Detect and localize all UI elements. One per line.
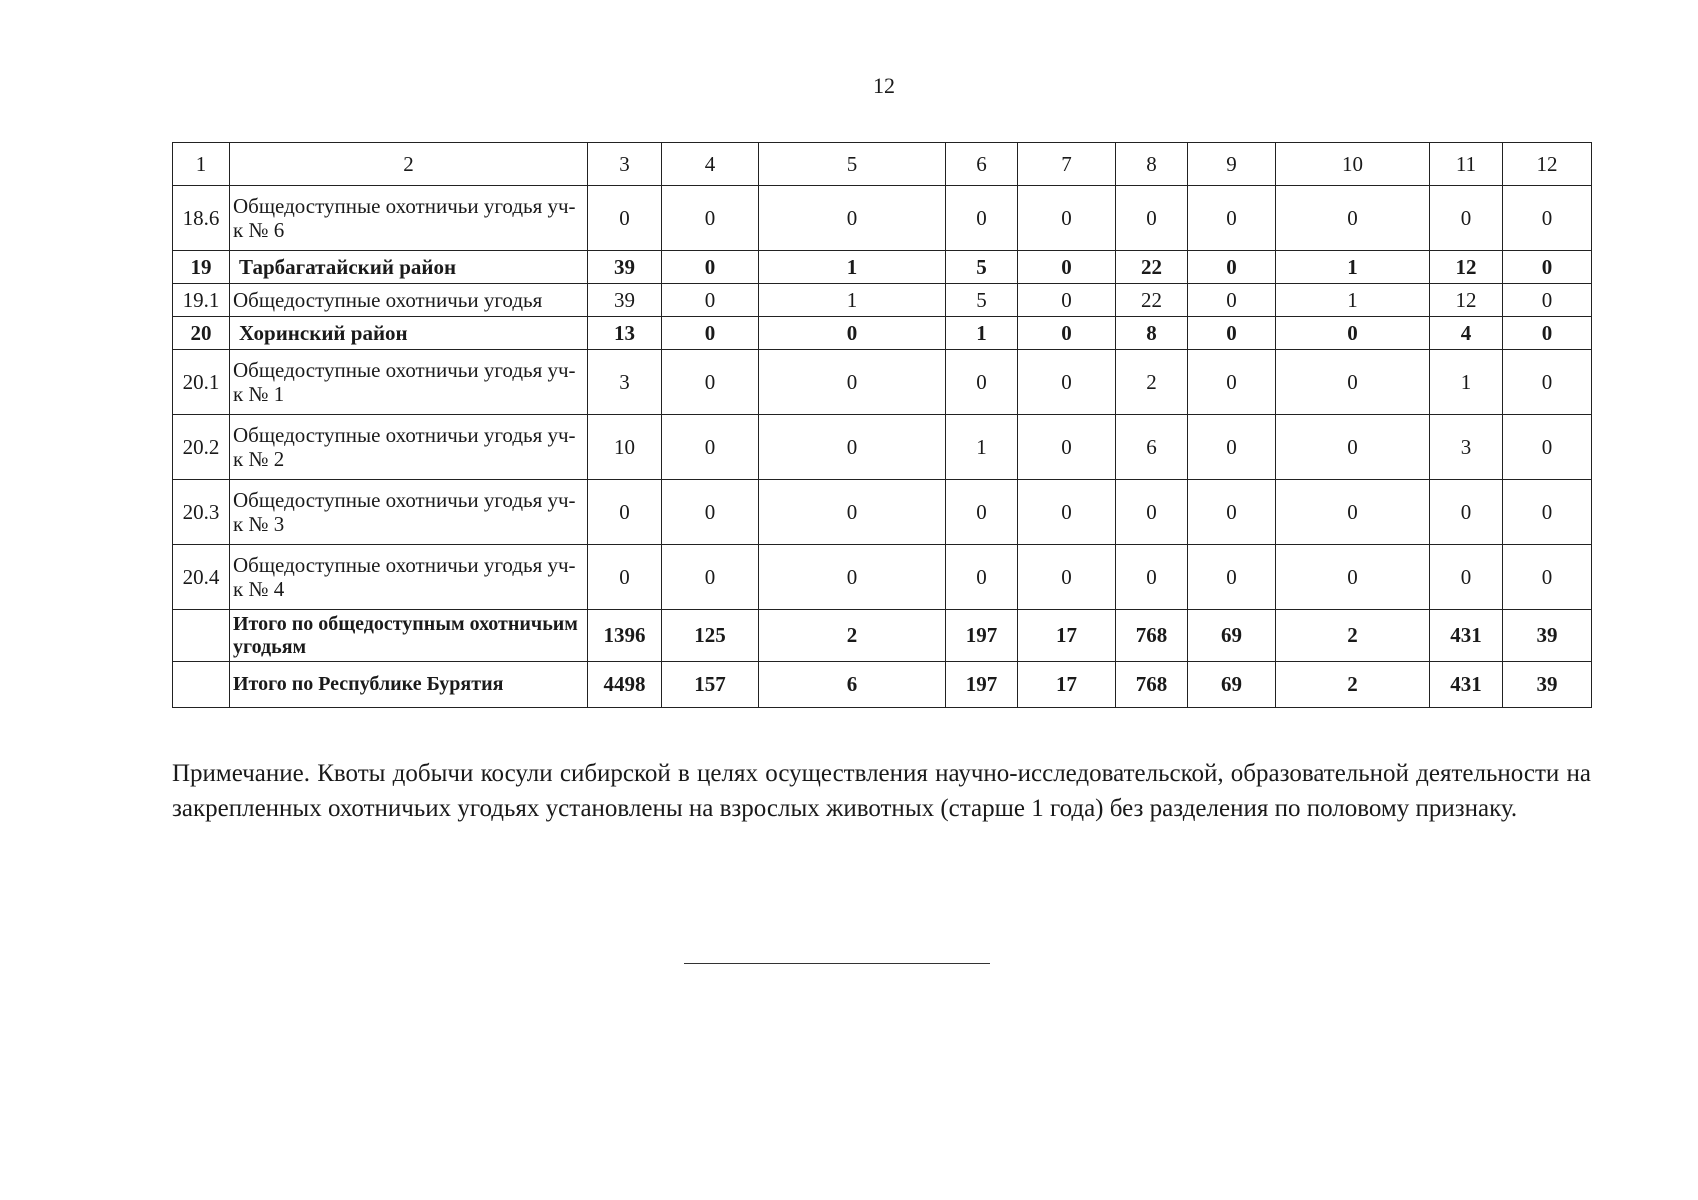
cell-value: 0 <box>1503 317 1592 350</box>
column-number-2: 2 <box>230 143 588 186</box>
column-number-9: 9 <box>1188 143 1276 186</box>
cell-value: 0 <box>1018 350 1116 415</box>
cell-value: 0 <box>1116 480 1188 545</box>
cell-value: 0 <box>662 284 759 317</box>
row-number <box>173 662 230 708</box>
cell-value: 0 <box>1503 251 1592 284</box>
row-number: 20 <box>173 317 230 350</box>
cell-value: 4498 <box>588 662 662 708</box>
cell-value: 0 <box>662 480 759 545</box>
table-row-district <box>173 317 1592 350</box>
column-number-5: 5 <box>759 143 946 186</box>
cell-value: 0 <box>1116 186 1188 251</box>
cell-value: 0 <box>1188 480 1276 545</box>
row-name: Тарбагатайский район <box>230 251 588 284</box>
cell-value: 6 <box>759 662 946 708</box>
cell-value: 0 <box>946 350 1018 415</box>
cell-value: 0 <box>1018 186 1116 251</box>
row-number: 20.2 <box>173 415 230 480</box>
note-paragraph: Примечание. Квоты добычи косули сибирской в целях осуществления научно-исследовательской, образовательной деятельности на закрепленных охотничьих угодьях установлены на взрослых животных (старше 1 года) без разделения по половому признаку. <box>172 760 1591 822</box>
cell-value: 0 <box>1276 350 1430 415</box>
cell-value: 13 <box>588 317 662 350</box>
cell-value: 3 <box>588 350 662 415</box>
cell-value: 1 <box>759 284 946 317</box>
cell-value: 0 <box>1188 545 1276 610</box>
cell-value: 0 <box>1188 186 1276 251</box>
row-number <box>173 610 230 662</box>
table-row-district <box>173 251 1592 284</box>
row-name: Общедоступные охотничьи угодья уч-к № 1 <box>230 350 588 415</box>
row-name: Хоринский район <box>230 317 588 350</box>
row-number: 18.6 <box>173 186 230 251</box>
table-row <box>173 350 1592 415</box>
row-name: Общедоступные охотничьи угодья уч-к № 2 <box>230 415 588 480</box>
row-name: Общедоступные охотничьи угодья уч-к № 3 <box>230 480 588 545</box>
cell-value: 0 <box>588 186 662 251</box>
column-number-12: 12 <box>1503 143 1592 186</box>
cell-value: 0 <box>1018 317 1116 350</box>
cell-value: 0 <box>662 317 759 350</box>
cell-value: 17 <box>1018 610 1116 662</box>
row-number: 20.4 <box>173 545 230 610</box>
cell-value: 1 <box>946 415 1018 480</box>
cell-value: 22 <box>1116 284 1188 317</box>
cell-value: 431 <box>1430 662 1503 708</box>
cell-value: 6 <box>1116 415 1188 480</box>
table-row-total-public <box>173 610 1592 662</box>
cell-value: 0 <box>662 186 759 251</box>
cell-value: 125 <box>662 610 759 662</box>
row-name: Итого по Республике Бурятия <box>230 662 588 708</box>
cell-value: 0 <box>1503 186 1592 251</box>
cell-value: 0 <box>662 545 759 610</box>
cell-value: 0 <box>946 545 1018 610</box>
cell-value: 0 <box>1018 545 1116 610</box>
cell-value: 0 <box>759 545 946 610</box>
cell-value: 0 <box>759 350 946 415</box>
cell-value: 0 <box>1503 350 1592 415</box>
cell-value: 12 <box>1430 251 1503 284</box>
table-header-row <box>173 143 1592 186</box>
cell-value: 0 <box>759 480 946 545</box>
cell-value: 431 <box>1430 610 1503 662</box>
column-number-1: 1 <box>173 143 230 186</box>
cell-value: 1 <box>1276 284 1430 317</box>
cell-value: 0 <box>1018 284 1116 317</box>
cell-value: 69 <box>1188 610 1276 662</box>
cell-value: 17 <box>1018 662 1116 708</box>
cell-value: 1 <box>759 251 946 284</box>
closing-rule <box>684 963 990 964</box>
cell-value: 0 <box>1276 545 1430 610</box>
cell-value: 0 <box>588 480 662 545</box>
cell-value: 0 <box>759 317 946 350</box>
cell-value: 39 <box>1503 610 1592 662</box>
cell-value: 0 <box>946 480 1018 545</box>
cell-value: 0 <box>1018 480 1116 545</box>
row-name: Общедоступные охотничьи угодья уч-к № 4 <box>230 545 588 610</box>
table-row <box>173 284 1592 317</box>
cell-value: 0 <box>1430 480 1503 545</box>
cell-value: 0 <box>1276 480 1430 545</box>
cell-value: 22 <box>1116 251 1188 284</box>
table-row <box>173 480 1592 545</box>
cell-value: 0 <box>1503 480 1592 545</box>
row-name: Общедоступные охотничьи угодья <box>230 284 588 317</box>
cell-value: 5 <box>946 251 1018 284</box>
cell-value: 0 <box>759 415 946 480</box>
cell-value: 3 <box>1430 415 1503 480</box>
cell-value: 0 <box>1503 284 1592 317</box>
row-name: Общедоступные охотничьи угодья уч-к № 6 <box>230 186 588 251</box>
column-number-8: 8 <box>1116 143 1188 186</box>
cell-value: 0 <box>588 545 662 610</box>
cell-value: 157 <box>662 662 759 708</box>
table-row <box>173 415 1592 480</box>
row-name: Итого по общедоступным охотничьим угодьям <box>230 610 588 662</box>
cell-value: 0 <box>1116 545 1188 610</box>
cell-value: 1396 <box>588 610 662 662</box>
cell-value: 2 <box>1116 350 1188 415</box>
cell-value: 0 <box>1188 317 1276 350</box>
cell-value: 0 <box>1188 251 1276 284</box>
cell-value: 0 <box>1276 415 1430 480</box>
cell-value: 0 <box>1188 415 1276 480</box>
cell-value: 10 <box>588 415 662 480</box>
cell-value: 197 <box>946 610 1018 662</box>
cell-value: 768 <box>1116 662 1188 708</box>
table-row <box>173 545 1592 610</box>
cell-value: 0 <box>1018 415 1116 480</box>
cell-value: 2 <box>759 610 946 662</box>
cell-value: 0 <box>759 186 946 251</box>
cell-value: 1 <box>1430 350 1503 415</box>
cell-value: 12 <box>1430 284 1503 317</box>
row-number: 19.1 <box>173 284 230 317</box>
cell-value: 39 <box>588 284 662 317</box>
cell-value: 0 <box>1018 251 1116 284</box>
table-row <box>173 186 1592 251</box>
cell-value: 0 <box>1276 186 1430 251</box>
cell-value: 5 <box>946 284 1018 317</box>
cell-value: 0 <box>1188 350 1276 415</box>
cell-value: 0 <box>662 350 759 415</box>
column-number-7: 7 <box>1018 143 1116 186</box>
cell-value: 8 <box>1116 317 1188 350</box>
cell-value: 0 <box>1188 284 1276 317</box>
cell-value: 1 <box>946 317 1018 350</box>
cell-value: 39 <box>588 251 662 284</box>
cell-value: 2 <box>1276 610 1430 662</box>
cell-value: 0 <box>1430 186 1503 251</box>
row-number: 20.3 <box>173 480 230 545</box>
cell-value: 39 <box>1503 662 1592 708</box>
row-number: 19 <box>173 251 230 284</box>
column-number-3: 3 <box>588 143 662 186</box>
cell-value: 4 <box>1430 317 1503 350</box>
column-number-10: 10 <box>1276 143 1430 186</box>
column-number-4: 4 <box>662 143 759 186</box>
cell-value: 69 <box>1188 662 1276 708</box>
quota-table <box>172 142 1592 708</box>
cell-value: 0 <box>1503 545 1592 610</box>
column-number-11: 11 <box>1430 143 1503 186</box>
cell-value: 1 <box>1276 251 1430 284</box>
column-number-6: 6 <box>946 143 1018 186</box>
cell-value: 0 <box>1503 415 1592 480</box>
row-number: 20.1 <box>173 350 230 415</box>
cell-value: 2 <box>1276 662 1430 708</box>
cell-value: 197 <box>946 662 1018 708</box>
cell-value: 0 <box>662 251 759 284</box>
cell-value: 768 <box>1116 610 1188 662</box>
page-number: 12 <box>873 73 895 98</box>
cell-value: 0 <box>1430 545 1503 610</box>
cell-value: 0 <box>1276 317 1430 350</box>
table-row-total-republic <box>173 662 1592 708</box>
cell-value: 0 <box>946 186 1018 251</box>
cell-value: 0 <box>662 415 759 480</box>
